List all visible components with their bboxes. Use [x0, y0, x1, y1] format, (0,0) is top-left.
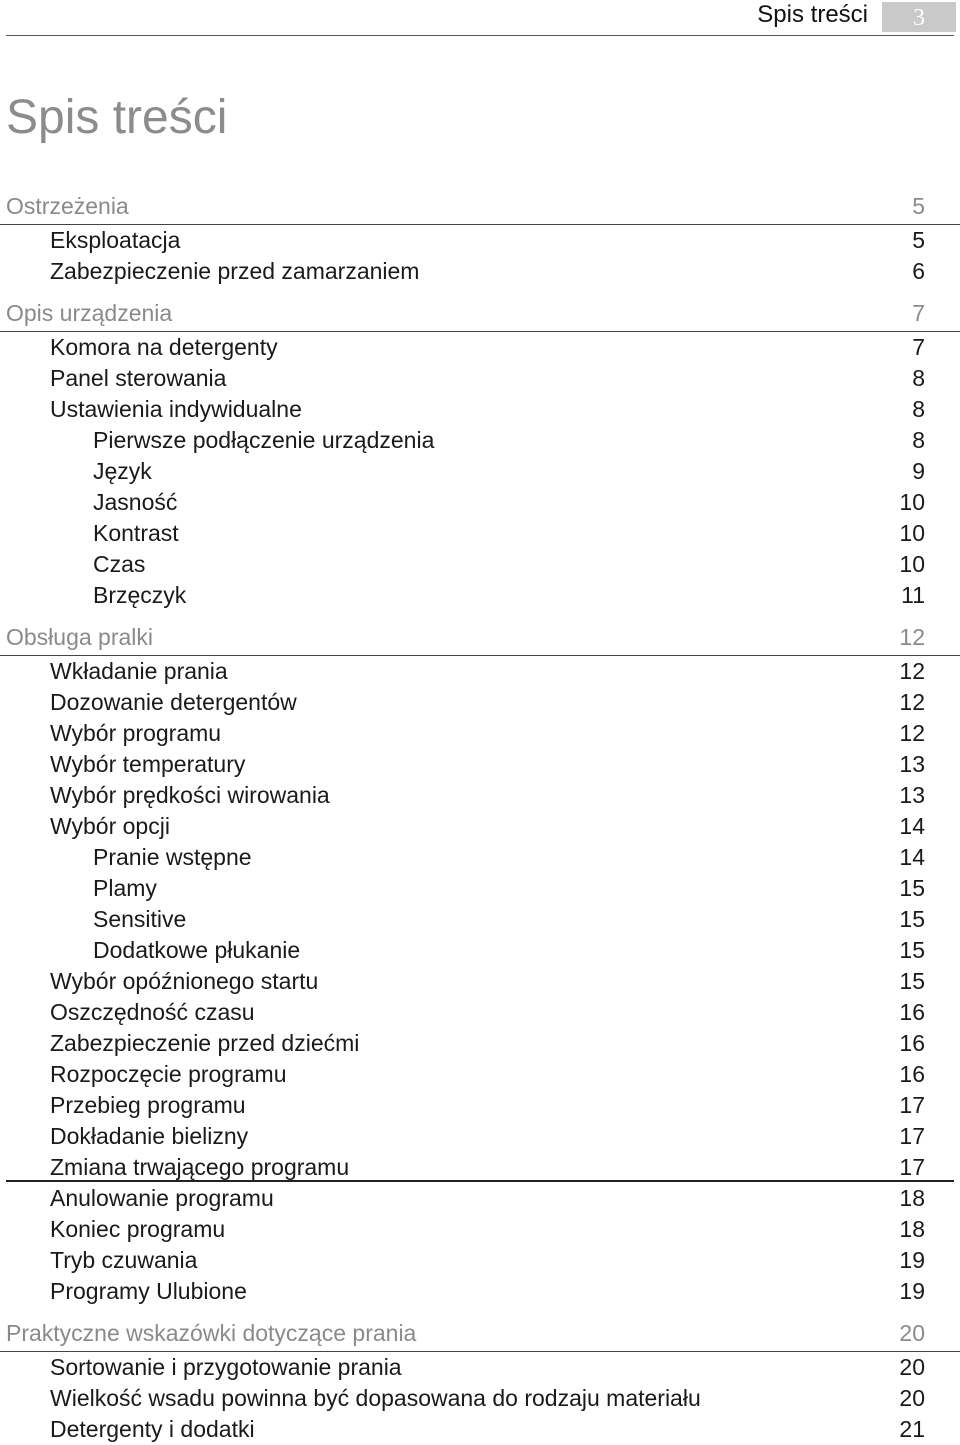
toc-entry[interactable] [0, 1028, 960, 1059]
toc-entry-title: Zabezpieczenie przed zamarzaniem [50, 258, 420, 284]
toc-subentry[interactable] [0, 425, 960, 456]
toc-page-number: 7 [912, 300, 925, 326]
toc-entry[interactable] [0, 1214, 960, 1245]
toc-page-number: 21 [899, 1416, 925, 1442]
toc-subentry[interactable] [0, 456, 960, 487]
toc-page-number: 16 [899, 1061, 925, 1087]
toc-entry[interactable] [0, 718, 960, 749]
toc-entry[interactable] [0, 811, 960, 842]
toc-section[interactable] [0, 190, 960, 225]
toc-entry-title: Wybór opcji [50, 813, 170, 839]
toc-entry-title: Wybór temperatury [50, 751, 246, 777]
toc-entry-title: Obsługa pralki [6, 624, 154, 650]
toc-entry[interactable] [0, 780, 960, 811]
toc-page-number: 20 [899, 1354, 925, 1380]
toc-entry-title: Kontrast [93, 520, 179, 546]
toc-entry[interactable] [0, 1245, 960, 1276]
toc-page-number: 6 [912, 258, 925, 284]
toc-subentry[interactable] [0, 904, 960, 935]
toc-subentry[interactable] [0, 935, 960, 966]
toc-subentry[interactable] [0, 842, 960, 873]
toc-entry-title: Panel sterowania [50, 365, 227, 391]
toc-entry-title: Oszczędność czasu [50, 999, 255, 1025]
toc-entry[interactable] [0, 1276, 960, 1307]
toc-page-number: 7 [912, 334, 925, 360]
toc-page-number: 19 [899, 1278, 925, 1304]
toc-entry-title: Dokładanie bielizny [50, 1123, 249, 1149]
toc-page-number: 10 [899, 520, 925, 546]
toc-entry[interactable] [0, 1383, 960, 1414]
toc-entry-title: Zmiana trwającego programu [50, 1154, 350, 1180]
toc-page-number: 8 [912, 396, 925, 422]
toc-subentry[interactable] [0, 873, 960, 904]
toc-entry[interactable] [0, 1152, 960, 1183]
toc-subentry[interactable] [0, 487, 960, 518]
toc-entry-title: Zabezpieczenie przed dziećmi [50, 1030, 360, 1056]
toc-entry-title: Programy Ulubione [50, 1278, 247, 1304]
toc-page-number: 20 [899, 1385, 925, 1411]
toc-entry-title: Brzęczyk [93, 582, 187, 608]
toc-entry[interactable] [0, 1059, 960, 1090]
toc-entry[interactable] [0, 966, 960, 997]
toc-page-number: 10 [899, 489, 925, 515]
toc-entry-title: Wybór opóźnionego startu [50, 968, 319, 994]
toc-entry-title: Język [93, 458, 152, 484]
toc-page-number: 15 [899, 875, 925, 901]
toc-page-number: 19 [899, 1247, 925, 1273]
toc-entry-title: Praktyczne wskazówki dotyczące prania [6, 1320, 417, 1346]
toc-entry-title: Pierwsze podłączenie urządzenia [93, 427, 435, 453]
toc-entry-title: Eksploatacja [50, 227, 181, 253]
toc-page-number: 13 [899, 751, 925, 777]
toc-page-number: 8 [912, 427, 925, 453]
toc-entry-title: Plamy [93, 875, 157, 901]
toc-entry-title: Jasność [93, 489, 178, 515]
toc-section[interactable] [0, 1317, 960, 1352]
toc-entry-title: Tryb czuwania [50, 1247, 198, 1273]
toc-entry[interactable] [0, 1121, 960, 1152]
document-title: Spis treści [6, 91, 228, 144]
toc-entry-title: Wybór programu [50, 720, 222, 746]
toc-entry-title: Wkładanie prania [50, 658, 228, 684]
toc-entry-title: Wielkość wsadu powinna być dopasowana do rodzaju materiału [50, 1385, 701, 1411]
toc-entry-title: Dodatkowe płukanie [93, 937, 301, 963]
toc-page-number: 17 [899, 1154, 925, 1180]
toc-page-number: 17 [899, 1092, 925, 1118]
toc-entry-title: Sortowanie i przygotowanie prania [50, 1354, 402, 1380]
toc-subentry[interactable] [0, 580, 960, 611]
toc-page-number: 9 [912, 458, 925, 484]
toc-entry-title: Czas [93, 551, 146, 577]
toc-subentry[interactable] [0, 549, 960, 580]
toc-page-number: 13 [899, 782, 925, 808]
toc-page-number: 17 [899, 1123, 925, 1149]
toc-entry[interactable] [0, 749, 960, 780]
toc-section[interactable] [0, 297, 960, 332]
toc-page-number: 15 [899, 906, 925, 932]
toc-entry[interactable] [0, 394, 960, 425]
toc-entry-title: Opis urządzenia [6, 300, 173, 326]
toc-entry[interactable] [0, 1183, 960, 1214]
toc-page-number: 14 [899, 813, 925, 839]
toc-page-number: 16 [899, 999, 925, 1025]
toc-page-number: 12 [899, 689, 925, 715]
toc-entry[interactable] [0, 363, 960, 394]
toc-page-number: 14 [899, 844, 925, 870]
toc-page-number: 10 [899, 551, 925, 577]
toc-entry-title: Sensitive [93, 906, 187, 932]
toc-entry-title: Anulowanie programu [50, 1185, 274, 1211]
toc-entry-title: Wybór prędkości wirowania [50, 782, 330, 808]
toc-entry[interactable] [0, 225, 960, 256]
toc-page-number: 5 [912, 193, 925, 219]
toc-page-number: 20 [899, 1320, 925, 1346]
page-number-badge: 3 [882, 2, 956, 32]
toc-entry-title: Komora na detergenty [50, 334, 278, 360]
toc-entry[interactable] [0, 687, 960, 718]
toc-entry-title: Koniec programu [50, 1216, 226, 1242]
toc-page-number: 16 [899, 1030, 925, 1056]
header-title: Spis treści [757, 1, 868, 28]
toc-page-number: 15 [899, 968, 925, 994]
toc-subentry[interactable] [0, 518, 960, 549]
toc-entry[interactable] [0, 1352, 960, 1383]
toc-page-number: 12 [899, 658, 925, 684]
toc-entry[interactable] [0, 256, 960, 287]
toc-entry-title: Rozpoczęcie programu [50, 1061, 287, 1087]
toc-page-number: 5 [912, 227, 925, 253]
stray-rule [6, 1180, 954, 1182]
toc-page-number: 18 [899, 1185, 925, 1211]
toc-page-number: 15 [899, 937, 925, 963]
toc-entry[interactable] [0, 997, 960, 1028]
toc-entry-title: Detergenty i dodatki [50, 1416, 255, 1442]
toc-entry[interactable] [0, 656, 960, 687]
toc-section[interactable] [0, 621, 960, 656]
toc-entry-title: Dozowanie detergentów [50, 689, 297, 715]
toc-page-number: 12 [899, 624, 925, 650]
toc-page-number: 12 [899, 720, 925, 746]
toc-entry-title: Przebieg programu [50, 1092, 246, 1118]
table-of-contents [0, 190, 960, 1445]
toc-entry-title: Pranie wstępne [93, 844, 252, 870]
toc-entry-title: Ostrzeżenia [6, 193, 129, 219]
toc-page-number: 11 [901, 582, 925, 608]
toc-page-number: 18 [899, 1216, 925, 1242]
toc-page-number: 8 [912, 365, 925, 391]
toc-entry[interactable] [0, 1090, 960, 1121]
header-divider [6, 35, 954, 36]
toc-entry-title: Ustawienia indywidualne [50, 396, 302, 422]
toc-entry[interactable] [0, 332, 960, 363]
